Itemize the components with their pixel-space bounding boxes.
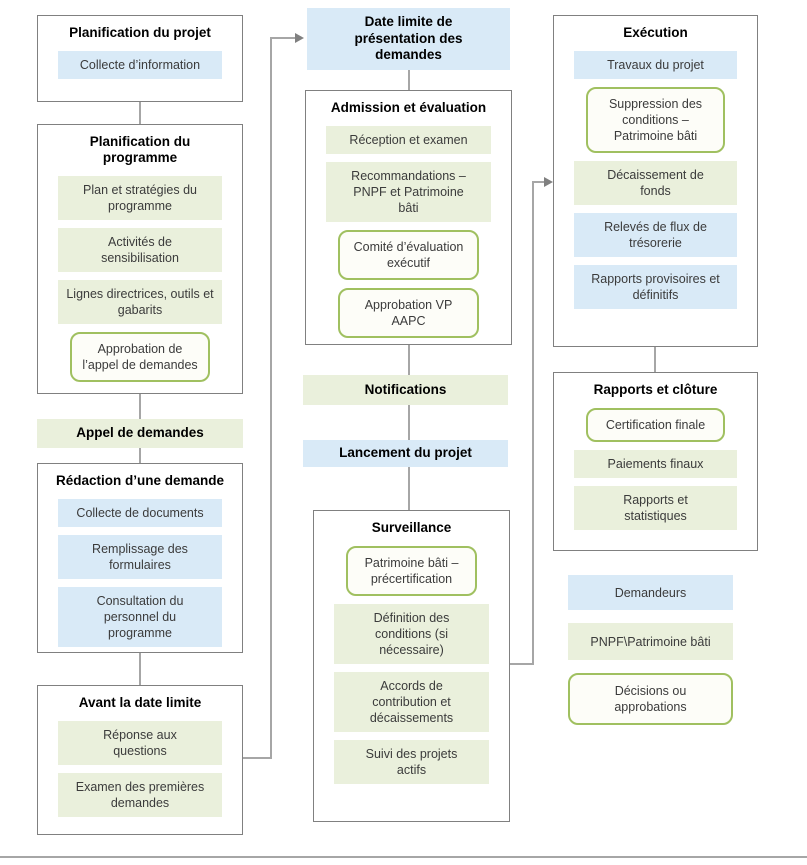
connector-deadline-v bbox=[270, 38, 272, 759]
flow-item: Réponse aux questions bbox=[58, 721, 222, 765]
legend-pnpf-patrimoine: PNPF\Patrimoine bâti bbox=[568, 623, 733, 660]
flow-item: Plan et stratégies du programme bbox=[58, 176, 222, 220]
flow-item: Travaux du projet bbox=[574, 51, 737, 79]
box-title: Planification du programme bbox=[89, 134, 191, 166]
flow-item: Recommandations – PNPF et Patrimoine bâti bbox=[326, 162, 491, 222]
flow-item: Rapports provisoires et définitifs bbox=[574, 265, 737, 309]
connector-left-2 bbox=[139, 394, 141, 419]
flow-item: Rapports et statistiques bbox=[574, 486, 737, 530]
box-reports-closure bbox=[553, 372, 758, 551]
flow-item: Activités de sensibilisation bbox=[58, 228, 222, 272]
banner-submission-deadline: Date limite de présentation des demandes bbox=[307, 8, 510, 70]
arrow-right-icon bbox=[544, 177, 553, 187]
connector-execution-h1 bbox=[510, 663, 534, 665]
box-before-deadline bbox=[37, 685, 243, 835]
flow-item: Paiements finaux bbox=[574, 450, 737, 478]
flow-item: Consultation du personnel du programme bbox=[58, 587, 222, 647]
connector-middle-3 bbox=[408, 405, 410, 440]
flow-item-decision: Comité d’évaluation exécutif bbox=[338, 230, 479, 280]
box-title: Exécution bbox=[623, 25, 688, 40]
connector-right-1 bbox=[654, 347, 656, 372]
flow-item: Accords de contribution et décaissements bbox=[334, 672, 489, 732]
flow-item: Définition des conditions (si nécessaire) bbox=[334, 604, 489, 664]
connector-deadline-h1 bbox=[243, 757, 272, 759]
box-title: Surveillance bbox=[371, 520, 452, 535]
legend-decisions-approbations: Décisions ou approbations bbox=[568, 673, 733, 725]
flow-item: Suivi des projets actifs bbox=[334, 740, 489, 784]
box-execution bbox=[553, 15, 758, 347]
box-monitoring bbox=[313, 510, 510, 822]
legend-applicants: Demandeurs bbox=[568, 575, 733, 610]
connector-deadline-h2 bbox=[270, 37, 296, 39]
box-title: Rapports et clôture bbox=[593, 382, 718, 397]
connector-execution-v bbox=[532, 182, 534, 665]
box-admission-evaluation bbox=[305, 90, 512, 345]
flow-item-decision: Approbation de l’appel de demandes bbox=[70, 332, 210, 382]
connector-middle-4 bbox=[408, 467, 410, 510]
bar-call-for-applications: Appel de demandes bbox=[37, 419, 243, 448]
connector-left-3 bbox=[139, 448, 141, 463]
flow-item: Remplissage des formulaires bbox=[58, 535, 222, 579]
flow-item: Collecte d’information bbox=[58, 51, 222, 79]
bar-notifications: Notifications bbox=[303, 375, 508, 405]
flow-item-decision: Suppression des conditions – Patrimoine bâti bbox=[586, 87, 725, 153]
box-program-planning bbox=[37, 124, 243, 394]
box-title: Rédaction d’une demande bbox=[55, 473, 225, 488]
flow-item-decision: Certification finale bbox=[586, 408, 725, 442]
box-title: Planification du projet bbox=[69, 25, 211, 40]
box-title: Avant la date limite bbox=[78, 695, 202, 710]
flow-item: Examen des premières demandes bbox=[58, 773, 222, 817]
flow-item: Collecte de documents bbox=[58, 499, 222, 527]
bar-project-launch: Lancement du projet bbox=[303, 440, 508, 467]
flow-item-decision: Patrimoine bâti – précertification bbox=[346, 546, 477, 596]
flow-item: Décaissement de fonds bbox=[574, 161, 737, 205]
connector-middle-1 bbox=[408, 70, 410, 90]
bottom-divider bbox=[0, 856, 807, 858]
flow-item: Lignes directrices, outils et gabarits bbox=[58, 280, 222, 324]
box-application-drafting bbox=[37, 463, 243, 653]
flow-item: Réception et examen bbox=[326, 126, 491, 154]
flow-item-decision: Approbation VP AAPC bbox=[338, 288, 479, 338]
box-title: Admission et évaluation bbox=[330, 100, 487, 115]
box-project-planning bbox=[37, 15, 243, 102]
connector-left-4 bbox=[139, 653, 141, 685]
connector-middle-2 bbox=[408, 345, 410, 375]
flow-item: Relevés de flux de trésorerie bbox=[574, 213, 737, 257]
connector-left-1 bbox=[139, 102, 141, 124]
arrow-right-icon bbox=[295, 33, 304, 43]
